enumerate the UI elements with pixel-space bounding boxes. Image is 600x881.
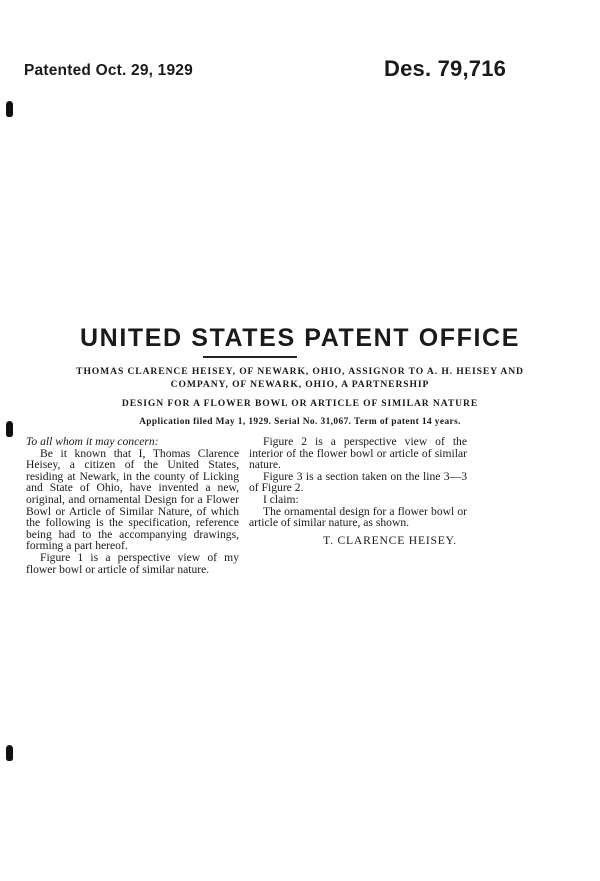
title-rule bbox=[203, 356, 297, 358]
inventor-line-2: COMPANY, OF NEWARK, OHIO, A PARTNERSHIP bbox=[170, 379, 430, 390]
paragraph-figure-2: Figure 2 is a perspective view of the interior of the flower bowl or article of similar nature. bbox=[249, 435, 467, 472]
salutation: To all whom it may concern: bbox=[26, 435, 159, 448]
signature: T. CLARENCE HEISEY. bbox=[323, 533, 457, 547]
claim-text: The ornamental design for a flower bowl or article of similar nature, as shown. bbox=[249, 504, 467, 530]
margin-punch-mark bbox=[6, 745, 13, 761]
office-title: UNITED STATES PATENT OFFICE bbox=[80, 324, 520, 352]
design-title: DESIGN FOR A FLOWER BOWL OR ARTICLE OF SIMILAR NATURE bbox=[121, 398, 479, 409]
right-column bbox=[249, 436, 467, 546]
margin-punch-mark bbox=[6, 101, 13, 117]
paragraph-declaration: Be it known that I, Thomas Clarence Heisey, a citizen of the United States, residing at Newark, in the county of Licking and State of Ohio, have invented a new, original, and ornamental Design for a Flower Bowl or Article of Similar Nature, of which the following is the specification, reference being had to the accompanying drawings, forming a part hereof. bbox=[26, 446, 239, 553]
application-line: Application filed May 1, 1929. Serial No. 31,067. Term of patent 14 years. bbox=[139, 417, 461, 427]
patent-date: Patented Oct. 29, 1929 bbox=[24, 62, 193, 79]
paragraph-figure-3: Figure 3 is a section taken on the line 3—3 of Figure 2. bbox=[249, 469, 467, 495]
patent-number: Des. 79,716 bbox=[384, 56, 507, 81]
left-column bbox=[26, 436, 239, 575]
paragraph-figure-1: Figure 1 is a perspective view of my flower bowl or article of similar nature. bbox=[26, 550, 239, 576]
claim-label: I claim: bbox=[263, 492, 299, 506]
inventor-line-1: THOMAS CLARENCE HEISEY, OF NEWARK, OHIO, ASSIGNOR TO A. H. HEISEY AND bbox=[76, 366, 524, 377]
